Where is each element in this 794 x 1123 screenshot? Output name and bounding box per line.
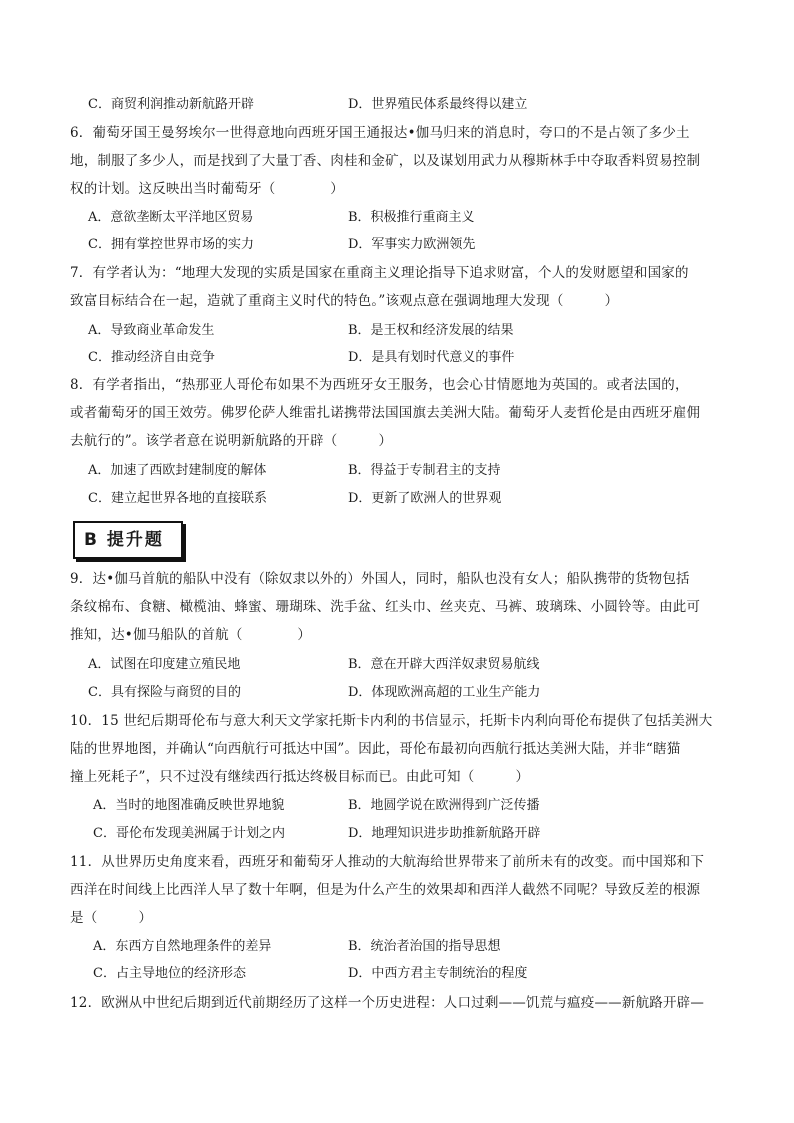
q9-stem-line-1: 9．达•伽马首航的船队中没有（除奴隶以外的）外国人，同时，船队也没有女人；船队携带的货物包括 (70, 571, 690, 587)
q5-option-c: C．商贸利润推动新航路开辟 (88, 97, 254, 112)
q9-option-c: C．具有探险与商贸的目的 (88, 685, 241, 700)
q6-stem-line-1: 6．葡萄牙国王曼努埃尔一世得意地向西班牙国王通报达•伽马归来的消息时，夸口的不是占领了多少土 (70, 125, 690, 141)
q5-option-d: D．世界殖民体系最终得以建立 (348, 97, 528, 112)
q10-option-c: C．哥伦布发现美洲属于计划之内 (93, 826, 285, 841)
q11-stem-line-3: 是（ ） (70, 910, 153, 926)
q11-option-b: B．统治者治国的指导思想 (348, 939, 501, 954)
q6-stem-line-2: 地，制服了多少人，而是找到了大量丁香、肉桂和金矿，以及谋划用武力从穆斯林手中夺取香料贸易控制 (70, 153, 701, 169)
q7-option-a: A．导致商业革命发生 (88, 323, 215, 338)
q8-option-a: A．加速了西欧封建制度的解体 (88, 463, 267, 478)
q11-stem-line-2: 西洋在时间线上比西洋人早了数十年啊，但是为什么产生的效果却和西洋人截然不同呢？导致反差的根源 (70, 882, 701, 898)
q9-option-d: D．体现欧洲高超的工业生产能力 (348, 685, 541, 700)
q7-option-b: B．是王权和经济发展的结果 (348, 323, 514, 338)
section-b-heading: B 提升题 (73, 521, 183, 559)
q6-option-a: A．意欲垄断太平洋地区贸易 (88, 210, 254, 225)
q10-option-a: A．当时的地图准确反映世界地貌 (93, 798, 285, 813)
q7-stem-line-1: 7．有学者认为：“地理大发现的实质是国家在重商主义理论指导下追求财富，个人的发财愿望和国家的 (70, 265, 689, 281)
q10-option-d: D．地理知识进步助推新航路开辟 (348, 826, 541, 841)
q8-stem-line-3: 去航行的”。该学者意在说明新航路的开辟（ ） (70, 433, 393, 449)
q6-option-c: C．拥有掌控世界市场的实力 (88, 237, 254, 252)
q9-stem-line-3: 推知，达•伽马船队的首航（ ） (70, 627, 312, 643)
q11-option-a: A．东西方自然地理条件的差异 (93, 939, 272, 954)
q8-option-c: C．建立起世界各地的直接联系 (88, 491, 267, 506)
q9-option-a: A．试图在印度建立殖民地 (88, 657, 241, 672)
q11-option-c: C．占主导地位的经济形态 (93, 966, 246, 981)
q9-option-b: B．意在开辟大西洋奴隶贸易航线 (348, 657, 540, 672)
q11-option-d: D．中西方君主专制统治的程度 (348, 966, 528, 981)
q10-stem-line-2: 陆的世界地图，并确认“向西航行可抵达中国”。因此，哥伦布最初向西航行抵达美洲大陆，并非“瞎猫 (70, 741, 681, 757)
q10-option-b: B．地圆学说在欧洲得到广泛传播 (348, 798, 540, 813)
q6-option-d: D．军事实力欧洲领先 (348, 237, 476, 252)
q11-stem-line-1: 11．从世界历史角度来看，西班牙和葡萄牙人推动的大航海给世界带来了前所未有的改变。而中国郑和下 (70, 854, 705, 870)
q8-stem-line-2: 或者葡萄牙的国王效劳。佛罗伦萨人维雷扎诺携带法国国旗去美洲大陆。葡萄牙人麦哲伦是由西班牙雇佣 (70, 405, 701, 421)
q12-stem-line-1: 12．欧洲从中世纪后期到近代前期经历了这样一个历史进程：人口过剩——饥荒与瘟疫——新航路开辟— (70, 995, 705, 1011)
q8-option-d: D．更新了欧洲人的世界观 (348, 491, 502, 506)
q6-option-b: B．积极推行重商主义 (348, 210, 475, 225)
q8-option-b: B．得益于专制君主的支持 (348, 463, 501, 478)
q7-option-c: C．推动经济自由竞争 (88, 350, 215, 365)
q10-stem-line-1: 10．15 世纪后期哥伦布与意大利天文学家托斯卡内利的书信显示，托斯卡内利向哥伦布提供了包括美洲大 (70, 713, 713, 729)
q6-stem-line-3: 权的计划。这反映出当时葡萄牙（ ） (70, 181, 344, 197)
q7-option-d: D．是具有划时代意义的事件 (348, 350, 515, 365)
q10-stem-line-3: 撞上死耗子”，只不过没有继续西行抵达终极目标而已。由此可知（ ） (70, 769, 530, 785)
q9-stem-line-2: 条纹棉布、食糖、橄榄油、蜂蜜、珊瑚珠、洗手盆、红头巾、丝夹克、马裤、玻璃珠、小圆铃等。由此可 (70, 599, 701, 615)
q7-stem-line-2: 致富目标结合在一起，造就了重商主义时代的特色。”该观点意在强调地理大发现（ ） (70, 293, 619, 309)
q8-stem-line-1: 8．有学者指出，“热那亚人哥伦布如果不为西班牙女王服务，也会心甘情愿地为英国的。或者法国的， (70, 377, 689, 393)
